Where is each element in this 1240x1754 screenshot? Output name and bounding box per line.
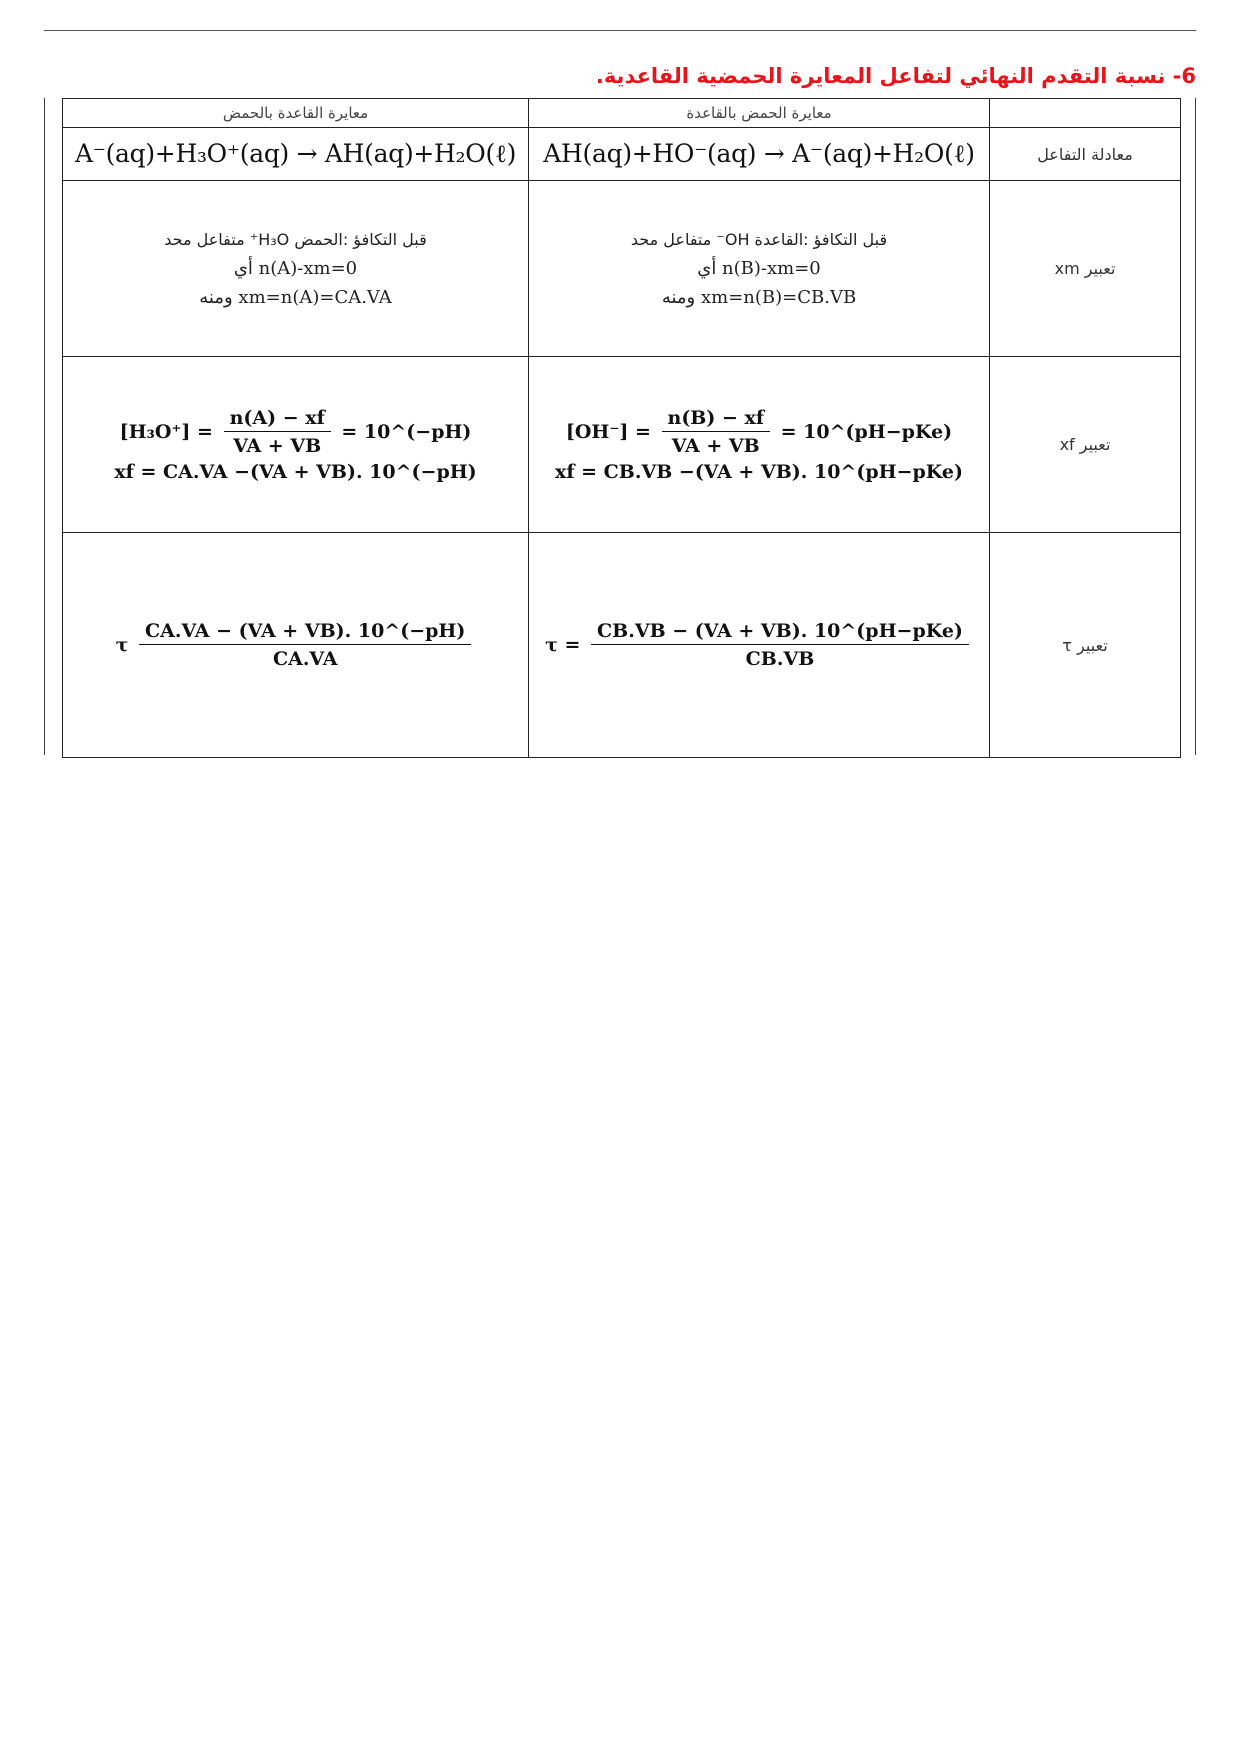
tau-base-numerator: CA.VA − (VA + VB). 10^(−pH) (139, 620, 471, 645)
tau-acid-lhs: τ = (545, 634, 581, 656)
xm-base-titration-cell (63, 181, 529, 357)
header-empty (990, 99, 1181, 128)
tau-base-denominator: CA.VA (272, 648, 338, 670)
xf-base-denominator: VA + VB (233, 434, 322, 457)
xm-row (63, 181, 1181, 357)
equation-base-titration: A⁻(aq)+H₃O⁺(aq) → AH(aq)+H₂O(ℓ) (74, 139, 517, 168)
equation-base-titration-cell (63, 128, 529, 181)
header-base-titration: معايرة القاعدة بالحمض (63, 99, 529, 128)
xm-base-line1: قبل التكافؤ :الحمض H₃O⁺ متفاعل محد (164, 230, 427, 249)
equation-acid-titration-cell (529, 128, 990, 181)
label-equation: معادلة التفاعل (990, 128, 1181, 181)
section-title: 6- نسبة التقدم النهائي لتفاعل المعايرة الحمضية القاعدية. (595, 64, 1196, 88)
tau-acid-numerator: CB.VB − (VA + VB). 10^(pH−pKe) (591, 620, 969, 645)
header-row (63, 99, 1181, 128)
xf-base-fraction (224, 407, 331, 457)
equation-acid-titration: AH(aq)+HO⁻(aq) → A⁻(aq)+H₂O(ℓ) (543, 139, 975, 168)
xf-row (63, 357, 1181, 533)
xm-acid-line3: xm=n(B)=CB.VB ومنه (661, 287, 857, 308)
tau-acid-denominator: CB.VB (745, 648, 815, 670)
xf-base-lhs: [H₃O⁺] = (119, 420, 213, 443)
xf-base-titration-cell (63, 357, 529, 533)
xf-acid-titration-cell (529, 357, 990, 533)
xf-base-line2: xf = CA.VA −(VA + VB). 10^(−pH) (114, 460, 477, 483)
xf-acid-lhs: [OH⁻] = (565, 420, 651, 443)
xm-base-line3: xm=n(A)=CA.VA ومنه (199, 287, 392, 308)
xm-acid-line1: قبل التكافؤ :القاعدة OH⁻ متفاعل محد (630, 230, 888, 249)
label-xm: تعبير xm (990, 181, 1181, 357)
tau-base-lhs: τ (115, 634, 129, 656)
xf-base-numerator: n(A) − xf (224, 407, 331, 432)
xf-acid-line2: xf = CB.VB −(VA + VB). 10^(pH−pKe) (555, 460, 963, 483)
xm-acid-titration-cell (529, 181, 990, 357)
tau-row (63, 533, 1181, 758)
titration-table (62, 98, 1181, 758)
xm-base-line2: n(A)-xm=0 أي (233, 258, 358, 279)
label-tau: تعبير τ (990, 533, 1181, 758)
tau-acid-fraction (591, 620, 969, 670)
tau-base-titration-cell (63, 533, 529, 758)
equation-row (63, 128, 1181, 181)
xf-base-rhs: = 10^(−pH) (341, 420, 472, 443)
xf-acid-numerator: n(B) − xf (662, 407, 771, 432)
label-xf: تعبير xf (990, 357, 1181, 533)
top-rule (44, 30, 1196, 31)
xf-acid-denominator: VA + VB (671, 434, 760, 457)
xm-acid-line2: n(B)-xm=0 أي (697, 258, 821, 279)
tau-base-fraction (139, 620, 471, 670)
tau-acid-titration-cell (529, 533, 990, 758)
header-acid-titration: معايرة الحمض بالقاعدة (529, 99, 990, 128)
xf-acid-fraction (662, 407, 771, 457)
xf-acid-rhs: = 10^(pH−pKe) (780, 420, 953, 443)
